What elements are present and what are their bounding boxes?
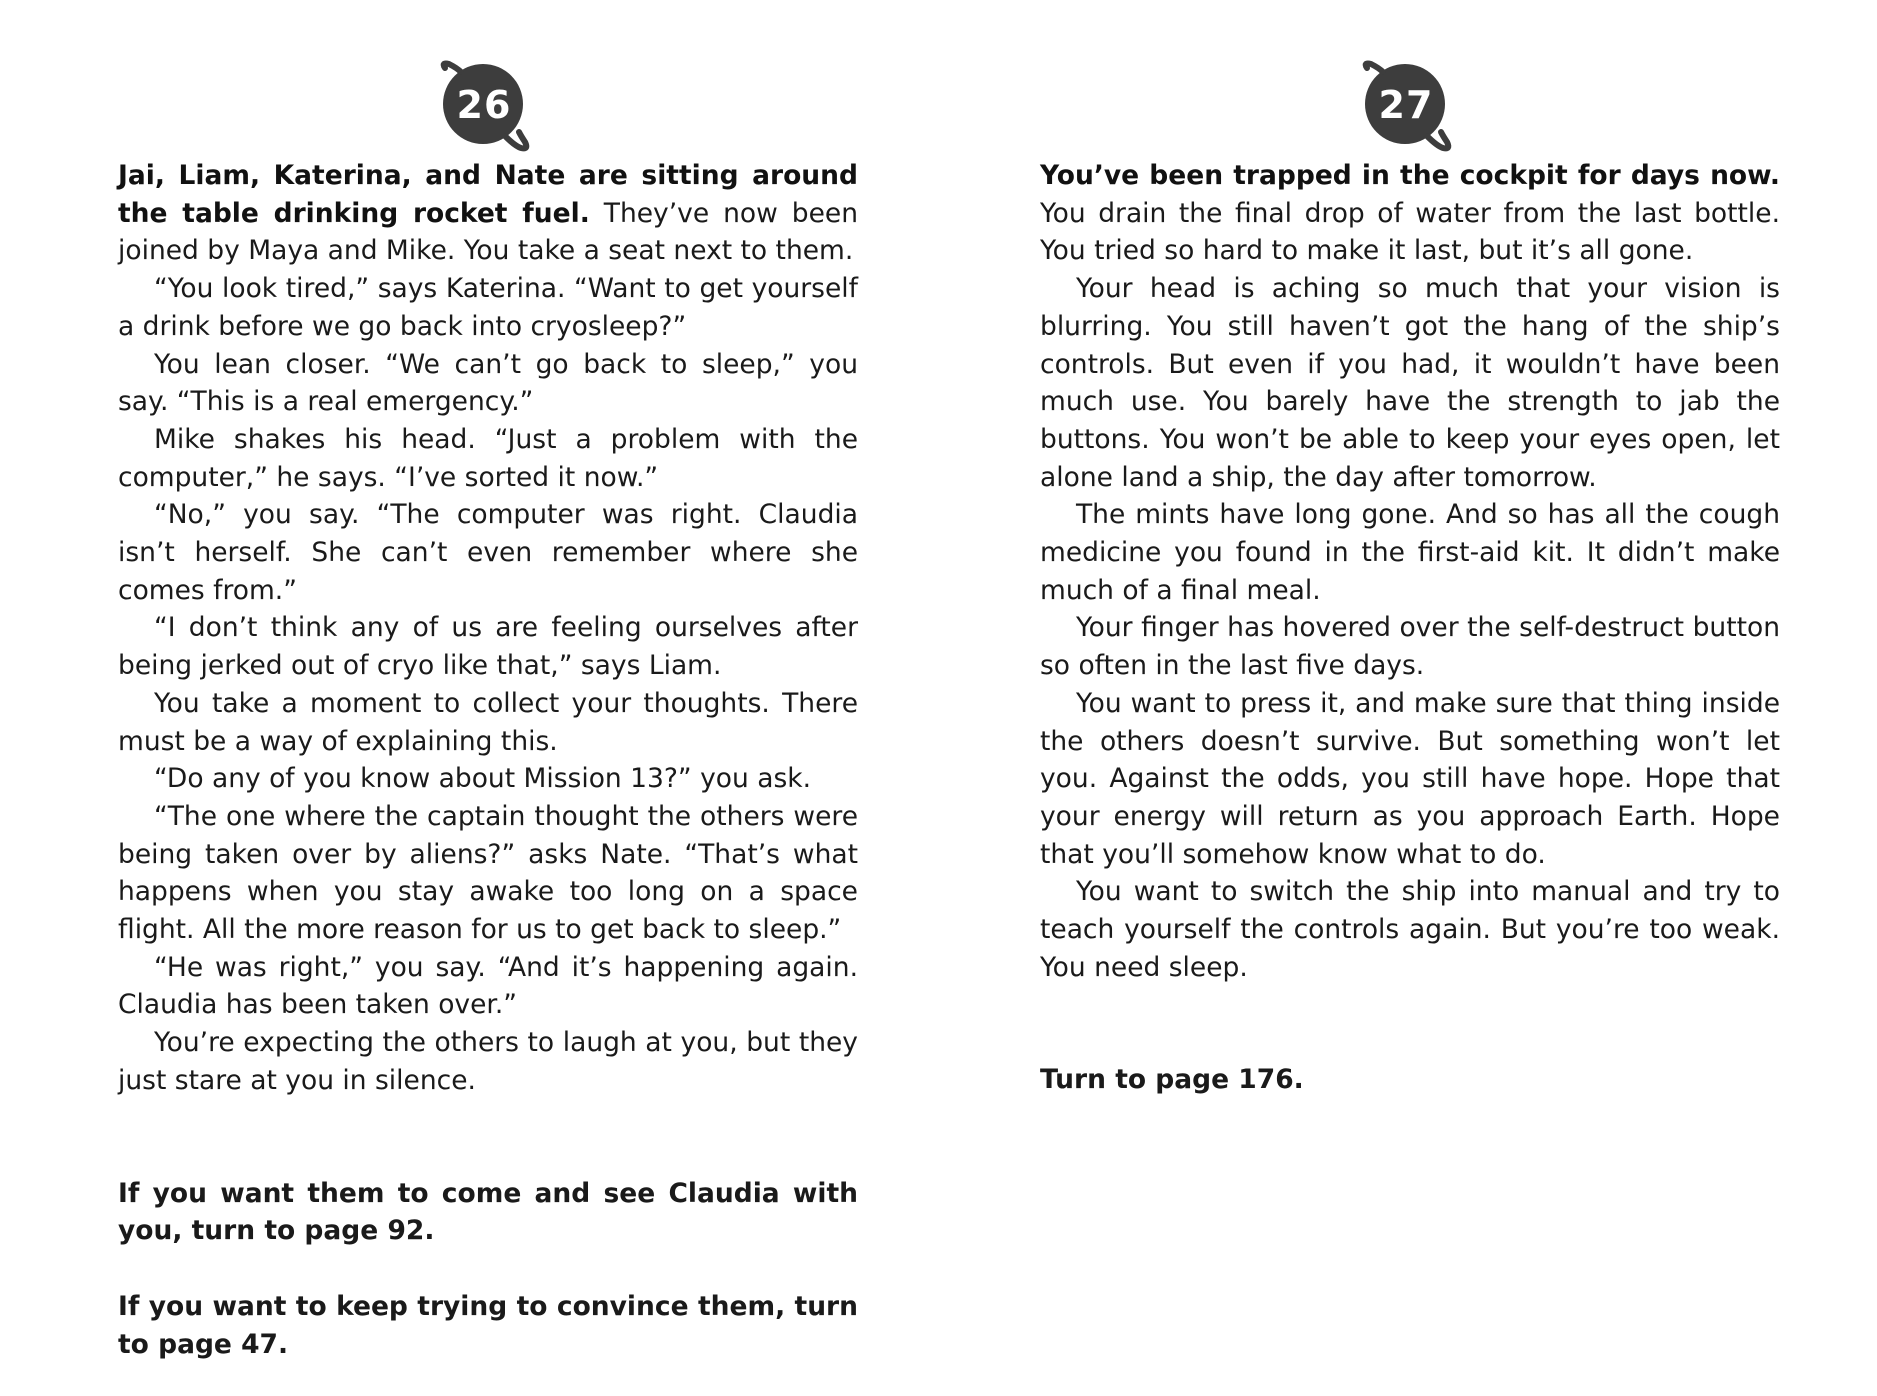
page-number-badge: [439, 58, 535, 154]
page-number: 27: [1378, 83, 1434, 127]
paragraph: “You look tired,” says Katerina. “Want to get yourself a drink before we go back into cryosleep?”: [118, 273, 858, 342]
paragraph: Your finger has hovered over the self-destruct button so often in the last five days.: [1040, 612, 1780, 682]
page-body: [118, 157, 858, 1363]
choice-page-176[interactable]: Turn to page 176.: [1040, 1064, 1304, 1096]
lead-rest: They’ve now been joined by Maya and Mike. You take a seat next to them.: [118, 197, 858, 267]
paragraph: “I don’t think any of us are feeling ourselves after being jerked out of cryo like that,” says Liam.: [118, 612, 858, 682]
page-body: [1040, 157, 1780, 1099]
lead-rest: You drain the final drop of water from the last bottle. You tried so hard to make it last, but it’s all gone.: [1040, 197, 1780, 267]
lead-paragraph: [1040, 157, 1780, 270]
paragraph: You’re expecting the others to laugh at you, but they just stare at you in silence.: [118, 1027, 858, 1096]
lead-paragraph: [118, 157, 858, 270]
page-number-badge: [1361, 58, 1457, 154]
page-number: 26: [456, 83, 512, 127]
paragraph: Mike shakes his head. “Just a problem with the computer,” he says. “I’ve sorted it now.”: [118, 423, 858, 493]
paragraph: You want to press it, and make sure that thing inside the others doesn’t survive. But something won’t let you. Against the odds, you still have hope. Hope that your energy will return as you approach Earth. Hope that you’ll somehow know what to do.: [1040, 687, 1780, 870]
lead-bold: You’ve been trapped in the cockpit for days now.: [1040, 160, 1780, 191]
lead-bold: Jai, Liam, Katerina, and Nate are sitting around the table drinking rocket fuel.: [118, 160, 858, 229]
paragraph: You want to switch the ship into manual and try to teach yourself the controls again. But you’re too weak. You need sleep.: [1040, 876, 1780, 983]
paragraph: “The one where the captain thought the others were being taken over by aliens?” asks Nate. “That’s what happens when you stay awake too long on a space flight. All the more reason for us to get back to sleep.”: [118, 800, 858, 946]
paragraph: You take a moment to collect your thoughts. There must be a way of explaining this.: [118, 687, 858, 757]
paragraph: “He was right,” you say. “And it’s happening again. Claudia has been taken over.”: [118, 951, 858, 1021]
choice-page-47[interactable]: If you want to keep trying to convince them, turn to page 47.: [118, 1290, 858, 1360]
paragraph: You lean closer. “We can’t go back to sleep,” you say. “This is a real emergency.”: [118, 348, 858, 418]
choice-page-92[interactable]: If you want them to come and see Claudia with you, turn to page 92.: [118, 1177, 858, 1247]
paragraph: The mints have long gone. And so has all the cough medicine you found in the first-aid kit. It didn’t make much of a final meal.: [1040, 499, 1780, 606]
paragraph: Your head is aching so much that your vision is blurring. You still haven’t got the hang of the ship’s controls. But even if you had, it wouldn’t have been much use. You barely have the strength to jab the buttons. You won’t be able to keep your eyes open, let alone land a ship, the day after tomorrow.: [1040, 273, 1780, 493]
paragraph: “No,” you say. “The computer was right. Claudia isn’t herself. She can’t even remember where she comes from.”: [118, 499, 858, 606]
paragraph: “Do any of you know about Mission 13?” you ask.: [154, 763, 812, 795]
